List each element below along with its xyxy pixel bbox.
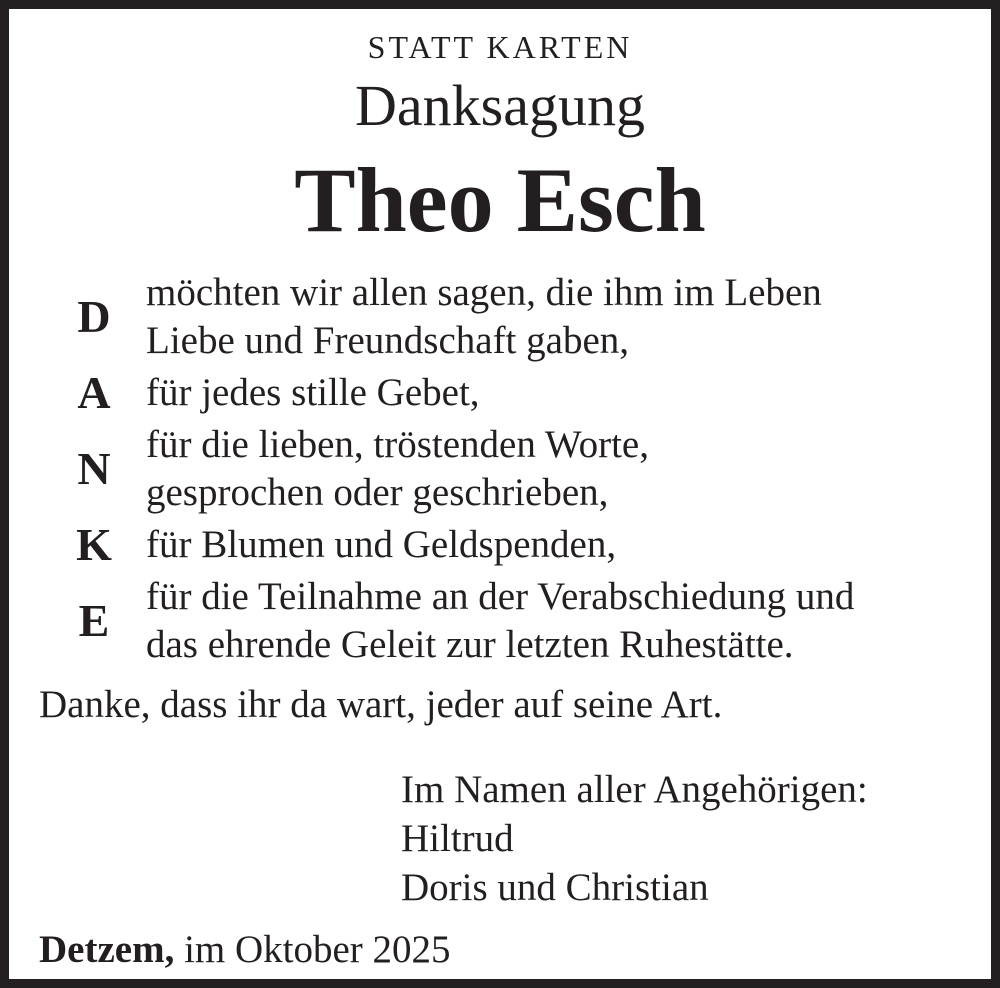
- pre-header-statt-karten: STATT KARTEN: [367, 29, 633, 65]
- thanks-line: für jedes stille Gebet,: [146, 371, 480, 414]
- thanks-line: für die lieben, tröstenden Worte,: [146, 423, 649, 466]
- thanks-line: für die Teilnahme an der Verabschiedung und: [146, 575, 855, 618]
- thanks-text: [125, 521, 616, 569]
- notice-type-title: Danksagung: [355, 73, 645, 138]
- family-name: Hiltrud: [401, 817, 514, 860]
- deceased-name: Theo Esch: [294, 149, 706, 251]
- thanks-text: [125, 369, 480, 417]
- family-block: [39, 765, 961, 912]
- thanks-line: gesprochen oder geschrieben,: [146, 471, 609, 514]
- thanks-line: möchten wir allen sagen, die ihm im Leben: [146, 271, 822, 314]
- closing-sentence: Danke, dass ihr da wart, jeder auf seine Art.: [39, 683, 723, 726]
- family-name: Doris und Christian: [401, 866, 709, 909]
- acrostic-letter-a: A: [77, 367, 111, 418]
- acrostic-letter-e: E: [78, 595, 110, 646]
- thanks-acrostic-block: [63, 269, 961, 669]
- thanks-row-e: [63, 573, 961, 669]
- thanks-text: [125, 269, 822, 365]
- thanks-text: [125, 421, 649, 517]
- thanks-line: für Blumen und Geldspenden,: [146, 523, 617, 566]
- thanks-line: Liebe und Freundschaft gaben,: [146, 319, 630, 362]
- thanks-line: das ehrende Geleit zur letzten Ruhestätte.: [146, 623, 794, 666]
- acrostic-letter-n: N: [77, 443, 111, 494]
- family-intro: Im Namen aller Angehörigen:: [401, 768, 868, 811]
- thanks-text: [125, 573, 854, 669]
- thanks-row-a: [63, 369, 961, 417]
- thanks-row-k: [63, 521, 961, 569]
- place-name: Detzem,: [39, 928, 175, 971]
- thanks-row-n: [63, 421, 961, 517]
- thanks-row-d: [63, 269, 961, 365]
- date-text: im Oktober 2025: [174, 928, 451, 971]
- acrostic-letter-k: K: [76, 519, 112, 570]
- place-and-date: [39, 926, 961, 974]
- acrostic-letter-d: D: [77, 291, 111, 342]
